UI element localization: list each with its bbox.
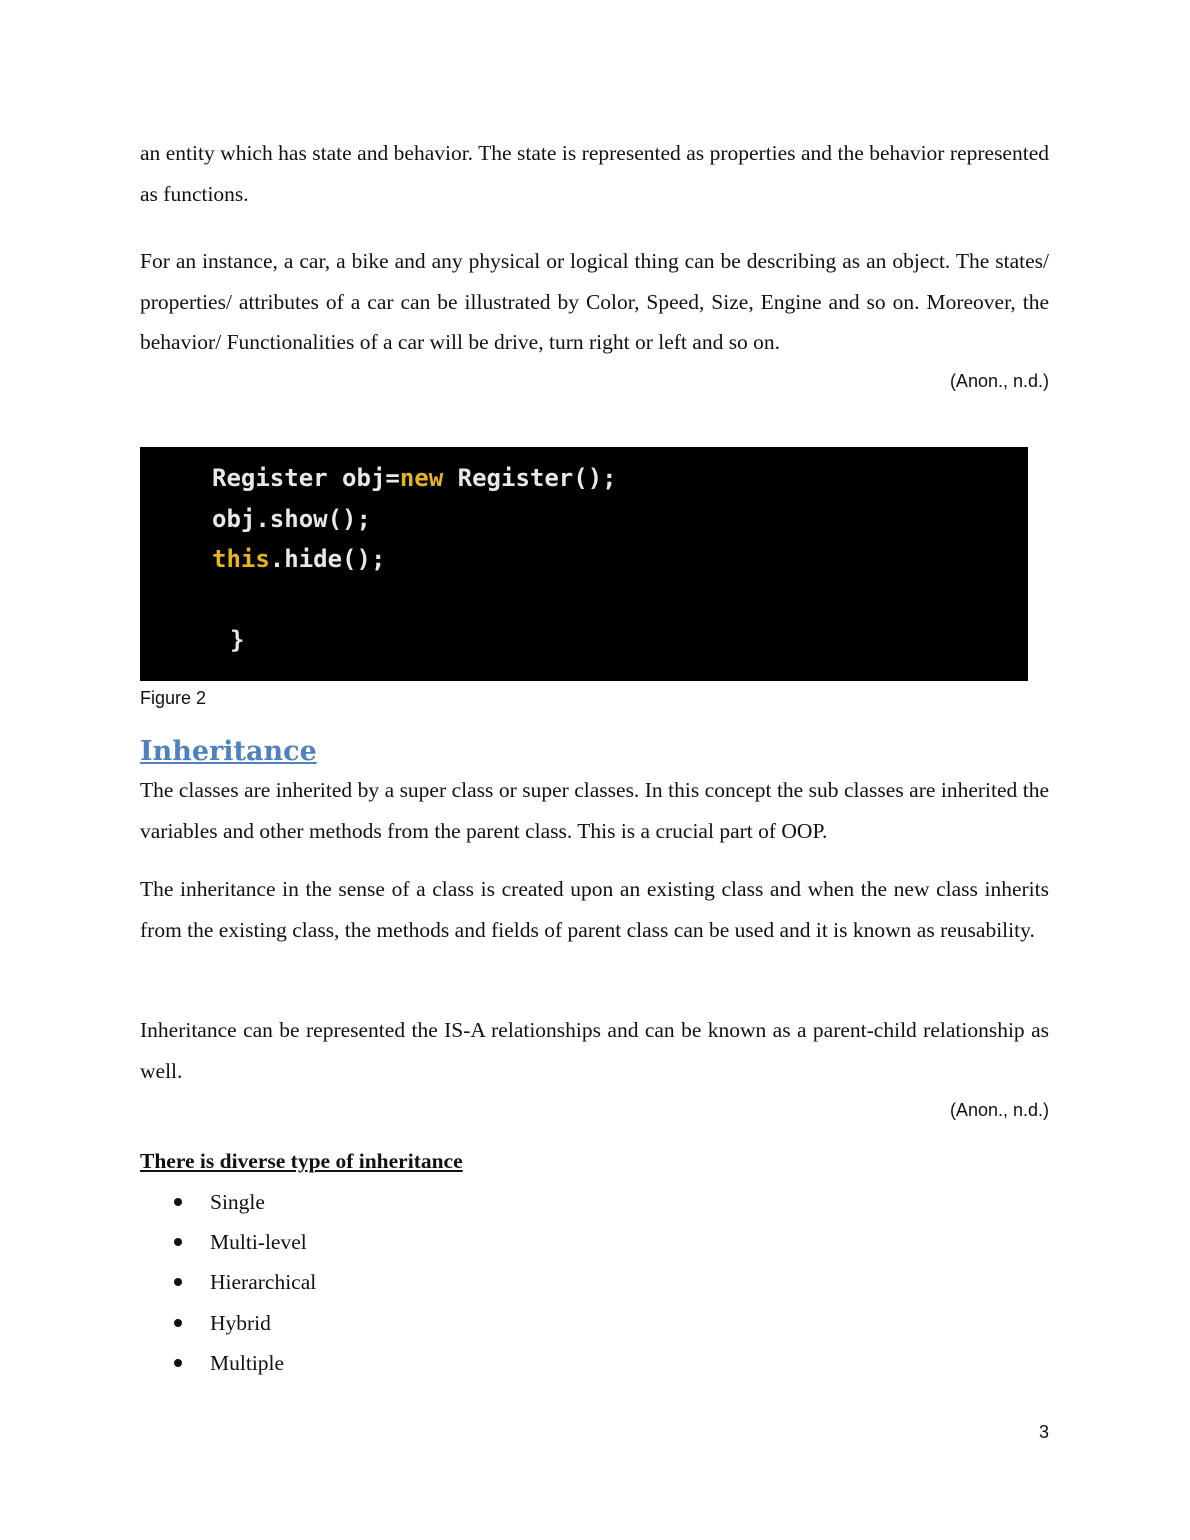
bullet-icon [174,1359,182,1367]
code-figure-image [140,447,1028,681]
code-line-hide [212,544,385,574]
paragraph-is-a: Inheritance can be represented the IS-A relationships and can be known as a parent-child relationship as well. [140,1018,1049,1083]
bullet-icon [174,1198,182,1206]
code-line-register [212,463,617,493]
code-line-cropped [212,447,443,459]
bullet-icon [174,1319,182,1327]
page-number: 3 [1038,1422,1049,1442]
list-item-label: Hybrid [210,1310,271,1335]
code-text: Register obj= [212,464,400,492]
citation: (Anon., n.d.) [949,371,1049,391]
code-line-show: obj.show(); [212,505,371,533]
code-keyword: new [399,464,444,492]
subheading-inheritance-types: There is diverse type of inheritance [140,1149,463,1173]
code-text: Register(); [443,464,617,492]
list-item-label: Multi-level [210,1230,307,1255]
list-item-label: Hierarchical [210,1270,317,1295]
bullet-icon [174,1238,182,1246]
document-page [140,0,1049,1540]
code-text: .hide(); [269,545,386,573]
section-heading-inheritance: Inheritance [140,736,317,767]
paragraph-car-example: For an instance, a car, a bike and any physical or logical thing can be describing as an object. The states/ properties/ attributes of a car can be illustrated by Color, Speed, Size, Engine and so on. Moreover, the behavior/ Functionalities of a car will be drive, turn right or left and so on. [140,249,1049,354]
paragraph-object-definition: an entity which has state and behavior. The state is represented as properties and the behavior represented as functions. [140,141,1049,206]
paragraph-reusability: The inheritance in the sense of a class is created upon an existing class and when the new class inherits from the existing class, the methods and fields of parent class can be used and it is known as reusability. [140,877,1049,942]
bullet-icon [174,1278,182,1286]
list-item-label: Multiple [210,1350,285,1375]
code-keyword: this [212,545,270,573]
code-line-closing-brace: } [230,626,245,654]
paragraph-inheritance-intro: The classes are inherited by a super class or super classes. In this concept the sub classes are inherited the variables and other methods from the parent class. This is a crucial part of OOP. [140,778,1049,843]
figure-caption: Figure 2 [140,688,207,708]
citation: (Anon., n.d.) [949,1100,1049,1120]
list-item-label: Single [210,1190,265,1214]
